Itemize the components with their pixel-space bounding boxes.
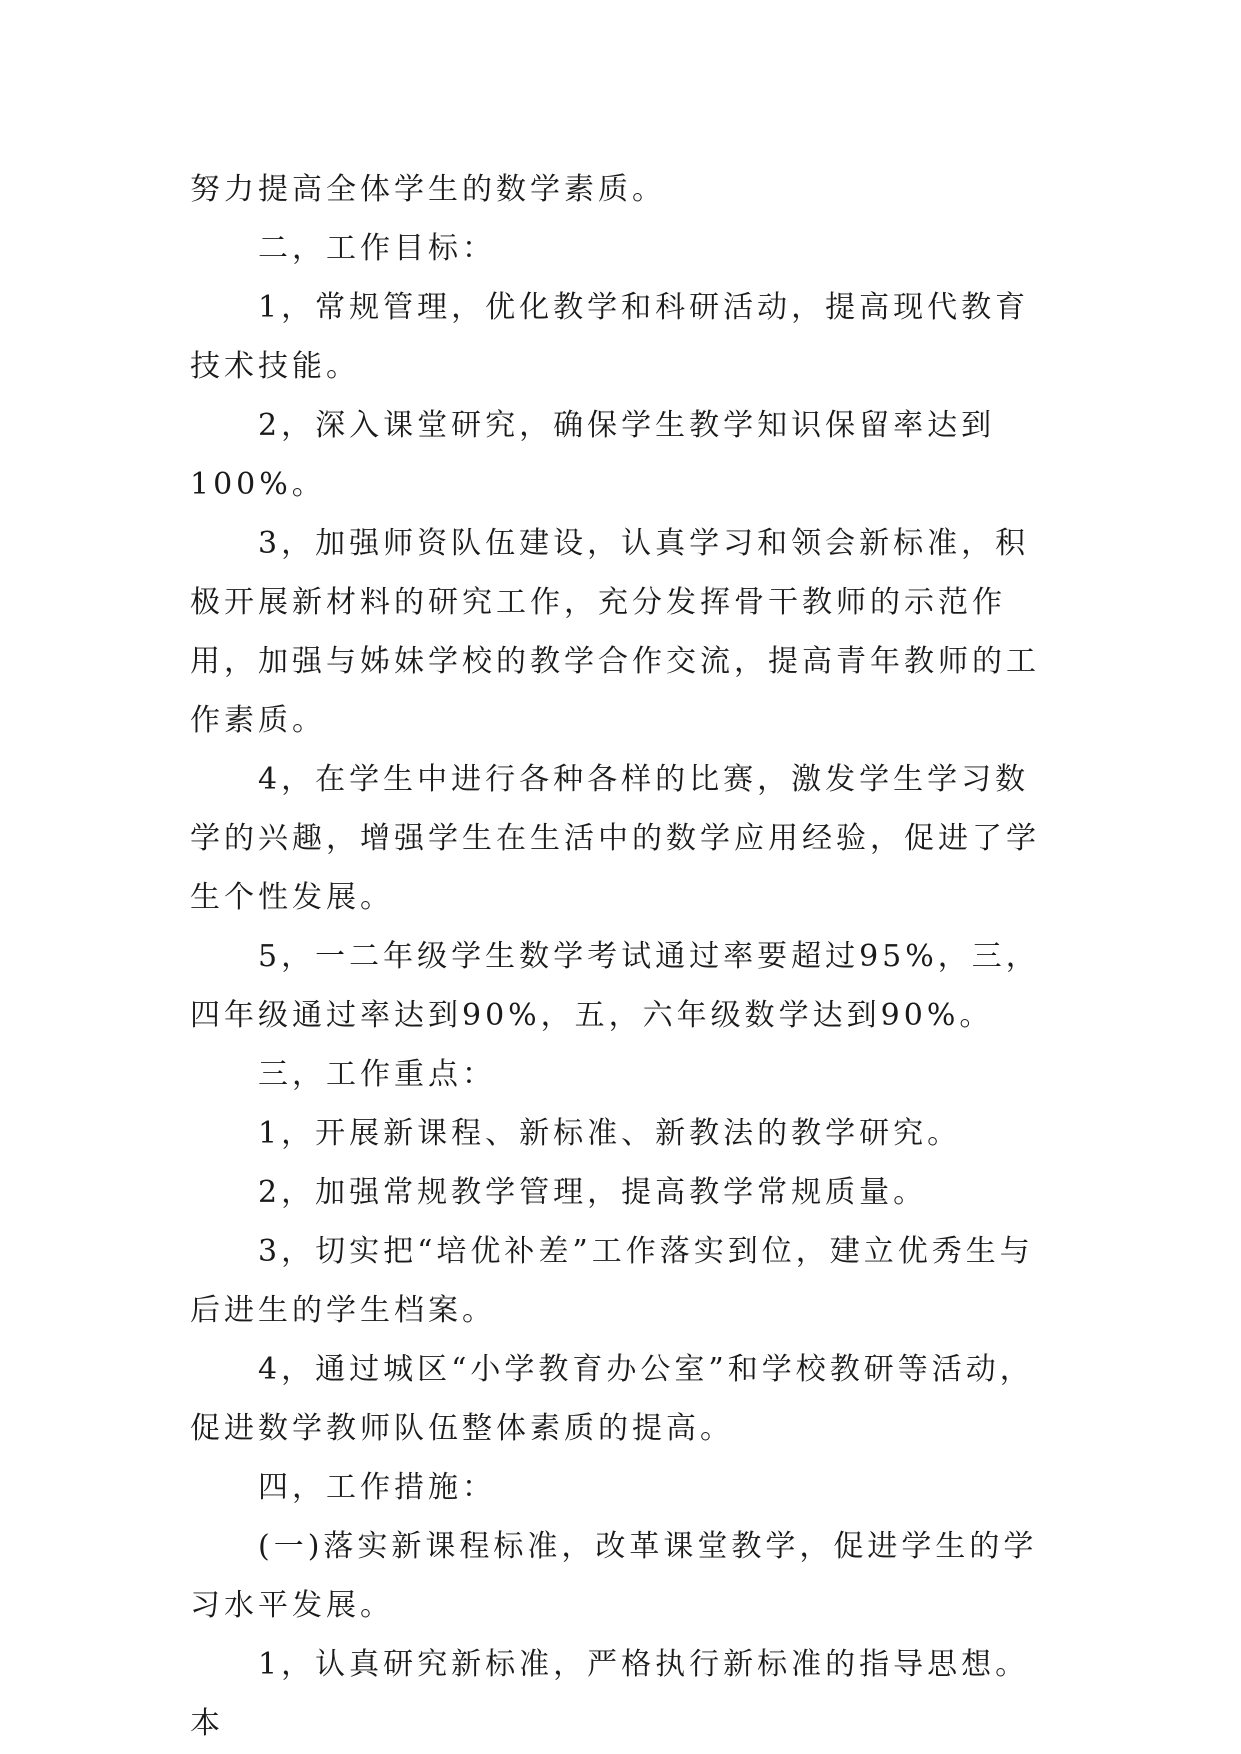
- focus-item-4: 4，通过城区“小学教育办公室”和学校教研等活动，促进数学教师队伍整体素质的提高。: [190, 1352, 1034, 1446]
- goal-item-1: 1，常规管理，优化教学和科研活动，提高现代教育技术技能。: [190, 290, 1030, 384]
- heading-work-measures: 四，工作措施：: [258, 1470, 496, 1505]
- focus-item-1: 1，开展新课程、新标准、新教法的教学研究。: [258, 1116, 962, 1151]
- goal-item-5: 5，一二年级学生数学考试通过率要超过95%，三，四年级通过率达到90%，五，六年级数学达到90%。: [190, 939, 1040, 1033]
- measure-item-1: 1，认真研究新标准，严格执行新标准的指导思想。本: [190, 1647, 1030, 1741]
- measure-section-1: (一)落实新课程标准，改革课堂教学，促进学生的学习水平发展。: [190, 1529, 1038, 1623]
- heading-work-goals: 二，工作目标：: [258, 231, 496, 266]
- goal-item-2: 2，深入课堂研究，确保学生教学知识保留率达到100%。: [190, 408, 996, 502]
- goal-item-3: 3，加强师资队伍建设，认真学习和领会新标准，积极开展新材料的研究工作，充分发挥骨干教师的示范作用，加强与姊妹学校的教学合作交流，提高青年教师的工作素质。: [190, 526, 1040, 738]
- focus-item-2: 2，加强常规教学管理，提高教学常规质量。: [258, 1175, 928, 1210]
- paragraph-continuation: 努力提高全体学生的数学素质。: [190, 172, 666, 207]
- focus-item-3: 3，切实把“培优补差”工作落实到位，建立优秀生与后进生的学生档案。: [190, 1234, 1034, 1328]
- document-body: [190, 160, 1050, 1753]
- heading-work-focus: 三，工作重点：: [258, 1057, 496, 1092]
- goal-item-4: 4，在学生中进行各种各样的比赛，激发学生学习数学的兴趣，增强学生在生活中的数学应用经验，促进了学生个性发展。: [190, 762, 1040, 915]
